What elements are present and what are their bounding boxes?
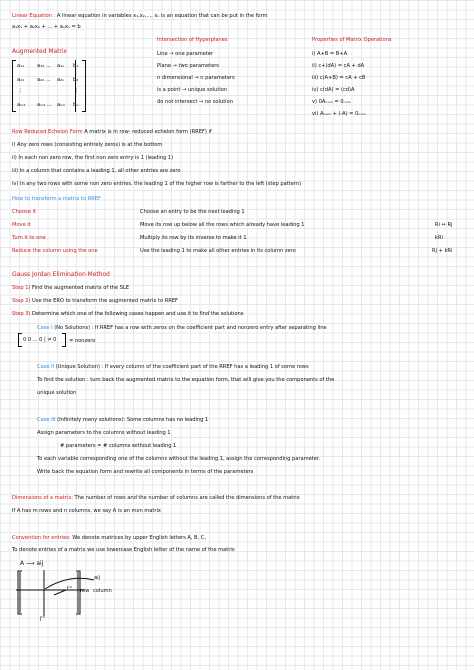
matrix-operations-title: Properties of Matrix Operations: [312, 37, 392, 43]
matrix-row: ⋮ ⋮: [18, 88, 80, 94]
case-1-text: (No Solutions) : If RREF has a row with zeros on the coefficient part and nonzero entry after separating line: [54, 325, 327, 331]
matrix-entry-diagram: [14, 568, 134, 620]
dimensions-line2: If A has m rows and n columns, we say A is an mxn matrix: [12, 508, 161, 514]
diagram-column: column: [93, 588, 112, 594]
case-1-label: Case I: [37, 325, 53, 331]
linear-equation-formula: a₁x₁ + a₂x₂ + ... + aₙxₙ = b: [12, 24, 81, 30]
transform-step-desc: Move its row up below all the rows which already have leading 1: [140, 222, 305, 228]
rref-item: i) Any zero rows (consisting entirely zeros) is at the bottom: [12, 142, 163, 148]
transform-step-name: Turn it to one: [12, 235, 46, 241]
case-3: [37, 417, 208, 423]
hyperplanes-title: Intersection of Hyperplanes: [157, 37, 228, 43]
diagram-aij: aij: [94, 575, 100, 581]
convention-line: [12, 535, 206, 541]
hyperplane-item: do not intersect → no solution: [157, 99, 233, 105]
gj-step: Step 1) Find the augmented matrix of the SLE: [12, 285, 129, 291]
matrix-operation-item: ii) c+(dA) = cA + dA: [312, 63, 365, 69]
rref-heading-line: [12, 129, 212, 135]
gauss-jordan-title: Gauss Jordan Elimination Method: [12, 271, 110, 278]
case-2-label: Case II: [37, 364, 55, 370]
convention-line2: To denote entries of a matrix we use lowercase English letter of the name of the matrix: [12, 547, 235, 553]
matrix-operation-item: vi) Aₘₓₙ + (-A) = 0ₘₓₙ: [312, 111, 366, 117]
case-1-matrix: 0 0 ... 0 | ≠ 0: [18, 333, 66, 347]
case-1: [37, 325, 327, 331]
transform-step-desc: Use the leading 1 to make all other entries in its column zero: [140, 248, 296, 254]
augmented-matrix: [12, 60, 86, 112]
case-3-label: Case III: [37, 417, 56, 423]
gj-step: Step 3) Determine which one of the following cases happen and use it to find the solutions: [12, 311, 244, 317]
transform-title: How to transform a matrix to RREF: [12, 196, 101, 202]
matrix-row: a₂₁ a₂₂ ... a₂ₙ b₂: [17, 77, 79, 83]
linear-equation-title: Linear Equation :: [12, 13, 56, 19]
case-3-text: (Infinitely many solutions): Some columns has no leading 1: [57, 417, 209, 423]
convention-text: We denote matrices by upper English letters A, B, C,: [72, 535, 206, 541]
matrix-operation-item: v) 0Aₘₓₙ = 0ₘₓₙ: [312, 99, 351, 105]
case-2-line: To find the solution : turn back the augmented matrix to the equation form, that will give you the components of the: [37, 377, 335, 383]
case-1-note: ≠ nonzero: [69, 338, 96, 344]
rref-item: ii) In each non zero row, the first non zero entry is 1 (leading 1): [12, 155, 174, 161]
case-3-line: Assign parameters to the columns without leading 1: [37, 430, 171, 436]
transform-step-name: Choose it: [12, 209, 36, 215]
transform-step-op: Rj + kRi: [432, 248, 453, 254]
diagram-ith-arrow: [54, 590, 66, 595]
hyperplane-item: is a point → unique solution: [157, 87, 228, 93]
case-2-text: (Unique Solution) : If every column of the coefficient part of the RREF has a leading 1 of some rows: [55, 364, 309, 370]
matrix-operation-item: i) A+B = B+A: [312, 51, 348, 57]
linear-equation-text: A linear equation in variables x₁,x₂,..., xₙ is an equation that can be put in the form: [56, 13, 268, 19]
hyperplane-item: Plane → two parameters: [157, 63, 219, 69]
rref-title: Row Reduced Echelon Form: [12, 129, 83, 135]
case-2-line: unique solution: [37, 390, 77, 396]
augmented-matrix-title: Augmented Matrix: [12, 48, 67, 55]
linear-equation-line: [12, 13, 268, 19]
rref-intro: A matrix is in row- reduced echelon form (RREF) if: [84, 129, 212, 135]
rref-item: iii) In a column that contains a leading 1, all other entries are zero: [12, 168, 181, 174]
diagram-label: A ⟶ aij: [20, 560, 44, 567]
case-2: [37, 364, 309, 370]
dimensions-text: The number of rows and the number of columns are called the dimensions of the matrix: [74, 495, 300, 501]
rref-item: iv) In any two rows with some non zero entries, the leading 1 of the higher row is farther to the left (step pattern): [12, 181, 302, 187]
diagram-row: row: [80, 588, 90, 594]
case-3-line: Write back the equation form and rewrite all components in terms of the parameters: [37, 469, 254, 475]
transform-step-name: Reduce the column using the one: [12, 248, 98, 254]
dimensions-title: Dimensions of a matrix:: [12, 495, 73, 501]
hyperplane-item: Line → one parameter: [157, 51, 214, 57]
diagram-jth: jᵗʰ: [40, 616, 45, 622]
matrix-left-bracket: [12, 60, 16, 112]
transform-step-desc: Choose an entry to be the next leading 1: [140, 209, 245, 215]
case-3-line: # parameters = # columns without leading 1: [60, 443, 177, 449]
dimensions-line: [12, 495, 300, 501]
transform-step-op: kRi: [435, 235, 443, 241]
convention-title: Convention for entries:: [12, 535, 71, 541]
matrix-row: aₘ₁ aₘ₂ ... aₘₙ bₘ: [17, 102, 80, 108]
transform-step-op: Ri ↔ Rj: [435, 222, 453, 228]
matrix-operation-item: iv) c(dA) = (cd)A: [312, 87, 355, 93]
case-3-line: To each variable corresponding one of the columns without the leading 1, assign the corresponding parameter.: [37, 456, 321, 462]
diagram-ith: iᵗʰ: [67, 586, 72, 592]
matrix-right-bracket: [82, 60, 86, 112]
gj-step: Step 2) Use the ERO to transform the augmented matrix to RREF: [12, 298, 178, 304]
transform-step-desc: Multiply its row by its inverse to make it 1: [140, 235, 247, 241]
hyperplane-item: n dimensional → n parameters: [157, 75, 235, 81]
transform-step-name: Move it: [12, 222, 31, 228]
matrix-row: a₁₁ a₁₂ ... a₁ₙ b₁: [17, 63, 79, 69]
matrix-operation-item: iii) c(A+B) = cA + cB: [312, 75, 366, 81]
